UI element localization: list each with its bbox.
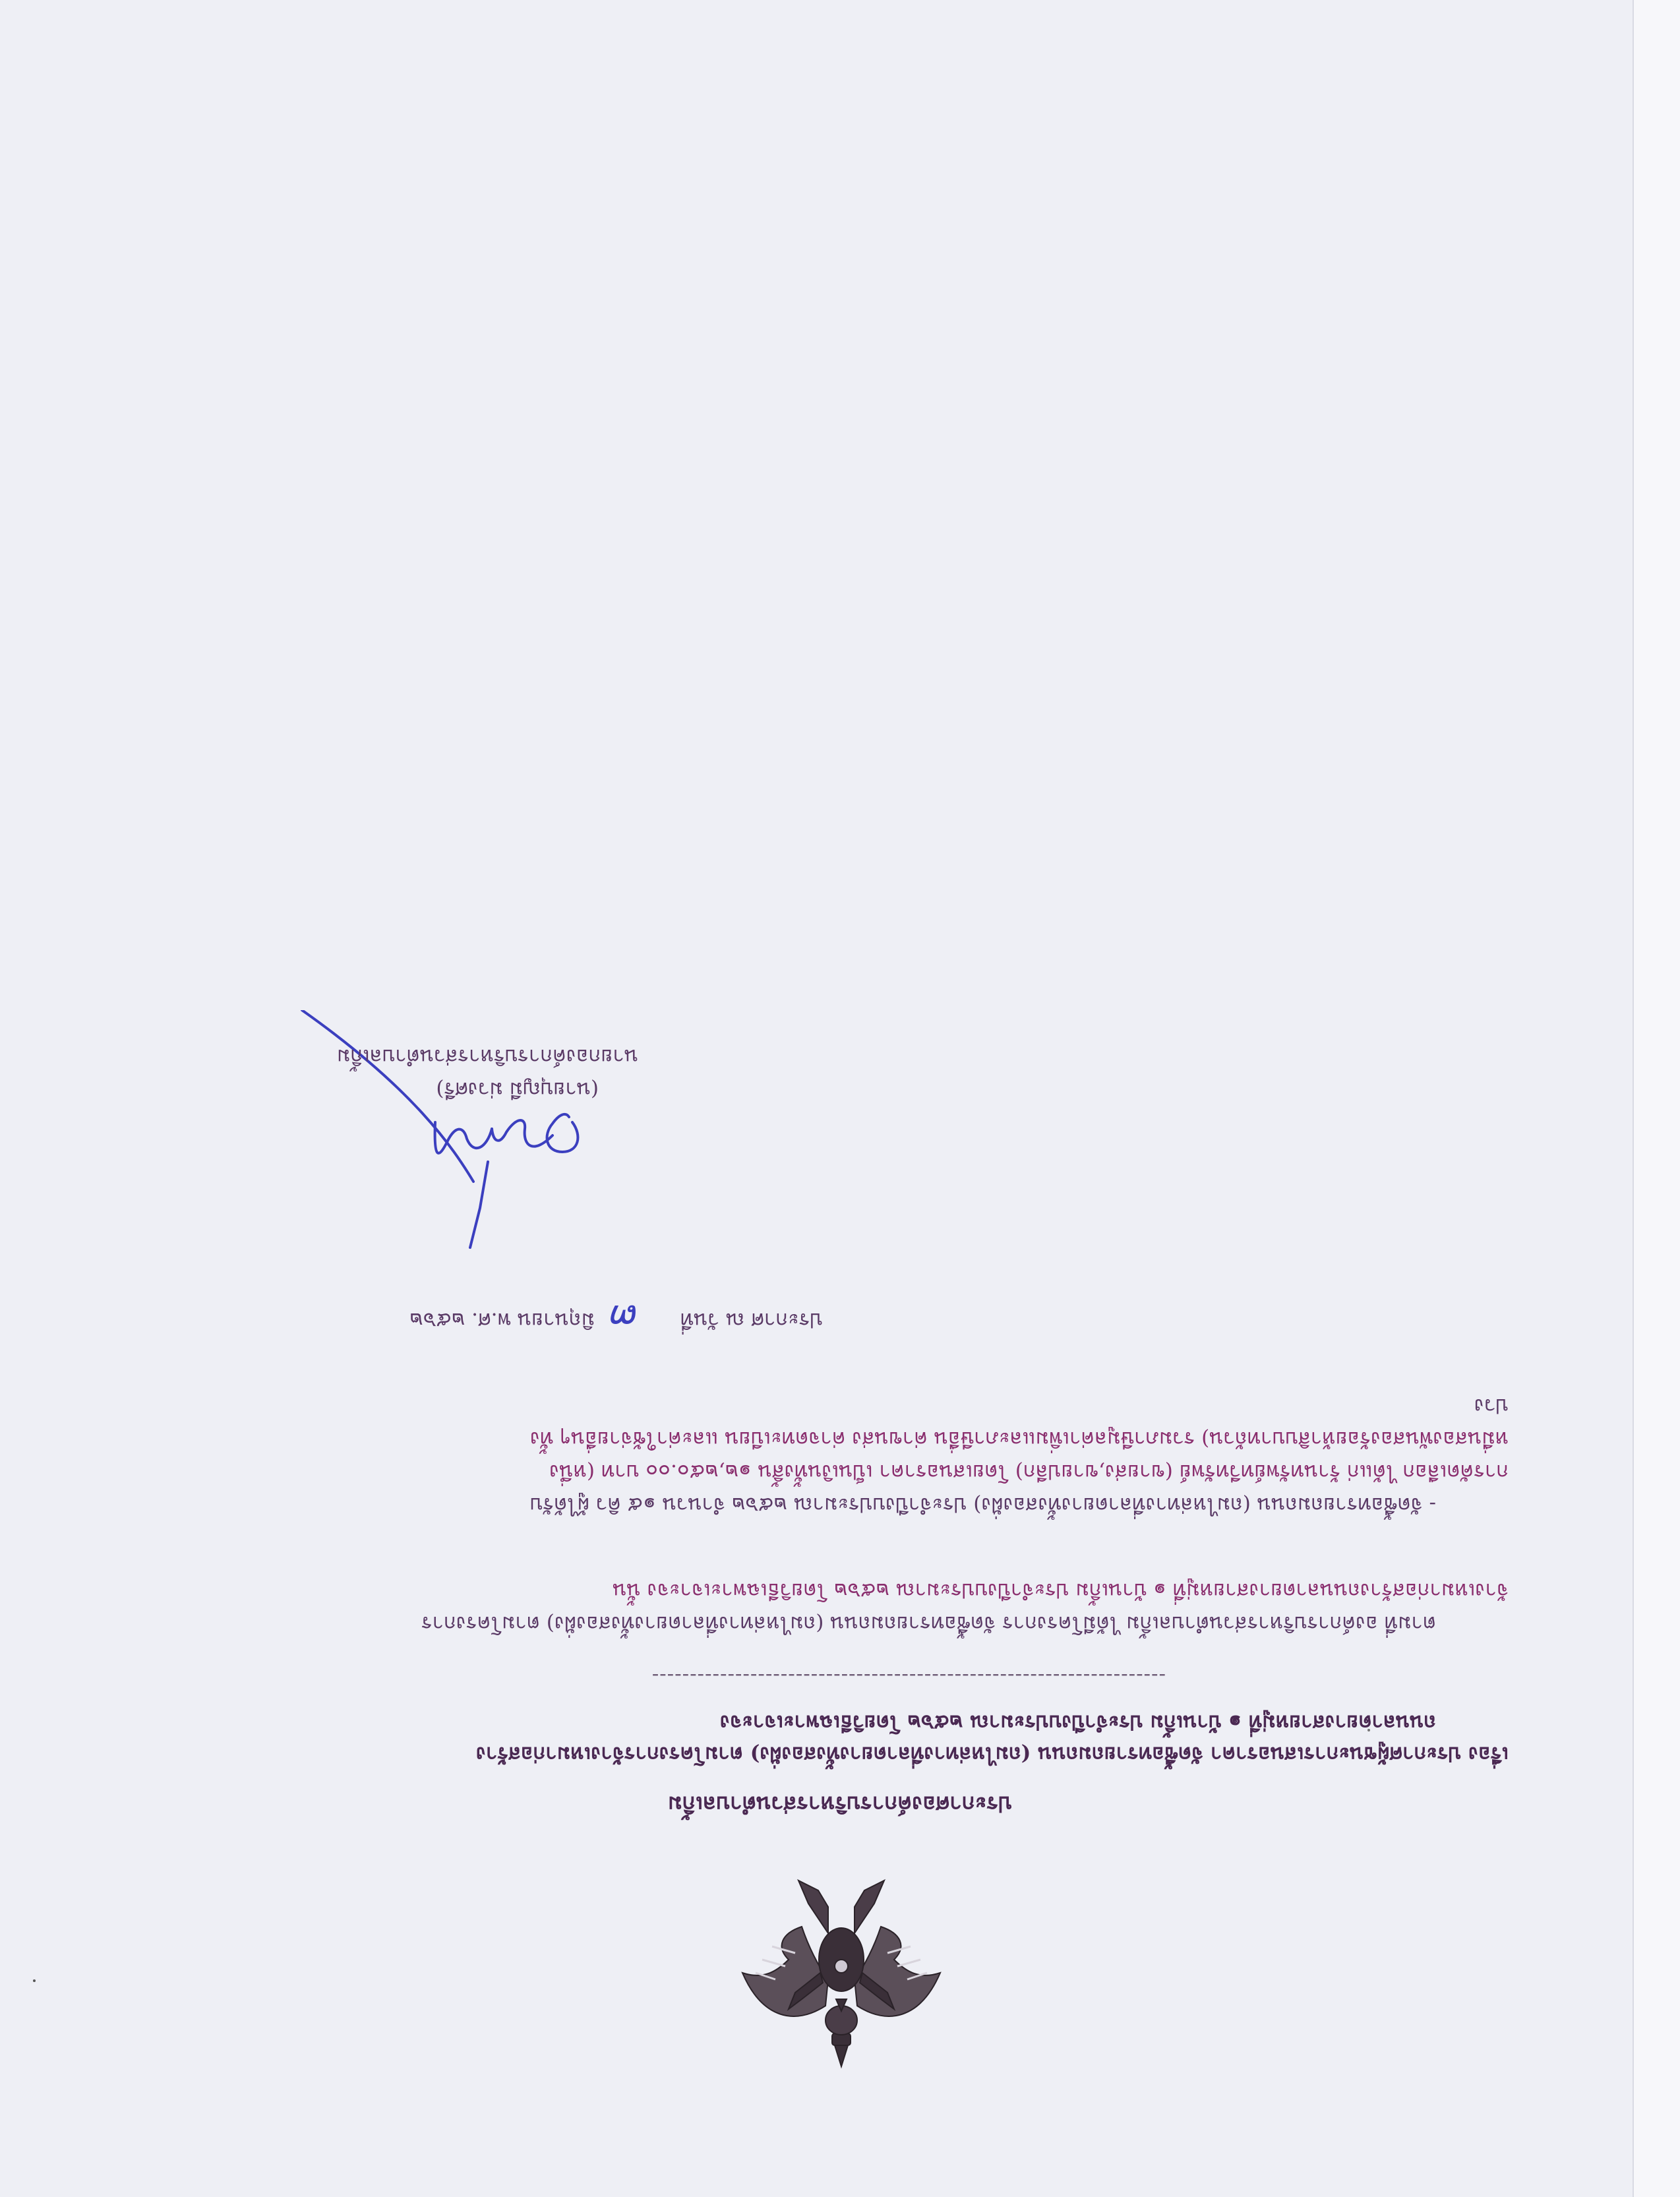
handwritten-date-day: ๓ [611,1296,640,1344]
paragraph-line: ปวง [1474,1394,1509,1418]
date-prefix: ประกาศ ณ วันที่ [680,1308,823,1332]
paragraph-line: จ้างเหมาก่อสร้างถนนลาดยางสายหมู่ที่ ๑ บ้านเกิ้ม ประจำปีงบประมาณ ๒๕๖๒ โดยวิธีเฉพาะเจาะจง นั้น [613,1579,1509,1602]
signer-title: นายกองค์การบริหารส่วนตำบลเกิ้ม [336,1044,638,1068]
subject-line: ถนนลาดยางสายหมู่ที่ ๑ บ้านเกิ้ม ประจำปีงบประมาณ ๒๕๖๒ โดยวิธีเฉพาะเจาะจง [719,1710,1436,1734]
date-suffix: มิถุนายน พ.ศ. ๒๕๖๒ [409,1308,595,1332]
separator-line: -------------------------------------------------------------------- [651,1664,1166,1688]
paragraph-line: หมื่นสองพันสองร้อยห้าสิบบาทถ้วน) รวมภาษีมูลค่าเพิ่มและภาษีอื่น ค่าขนส่ง ค่าจดทะเบียน และค่าใช้จ่ายอื่นๆ ทั้ง [529,1427,1509,1451]
signer-name: (นายบุญมี ม่วงศรี) [436,1077,599,1101]
document-title: ประกาศองค์การบริหารส่วนตำบลเกิ้ม [667,1791,1013,1817]
paragraph-line: การคัดเลือก ได้แก่ ร้านทรัพย์ทวีทรัพย์ (ขายส่ง,ขายปลีก) โดยเสนอราคา เป็นเงินทั้งสิ้น ๑๒,๒๕๐.๐๐ บาท (หนึ่ง [549,1460,1509,1484]
paragraph-line: ตามที่ องค์การบริหารส่วนตำบลเกิ้ม ได้มีโครงการ จัดซื้อทรายถมถนน (ถมไหล่ทางที่ลาดยางทั้งสองฝั่ง) ตามโครงการ [421,1611,1436,1635]
subject-line: เรื่อง ประกาศผู้ชนะการเสนอราคา จัดซื้อทรายถมถนน (ถมไหล่ทางที่ลาดยางทั้งสองฝั่ง) ตามโครงการจ้างเหมาก่อสร้าง [475,1742,1509,1766]
garuda-emblem-icon [736,1874,947,2072]
paragraph-line: - จัดซื้อทรายถมถนน (ถมไหล่ทางที่ลาดยางทั้งสองฝั่ง) ประจำปีงบประมาณ ๒๕๖๒ จำนวน ๑๕ คิว ผู้ได้รับ [529,1493,1436,1517]
